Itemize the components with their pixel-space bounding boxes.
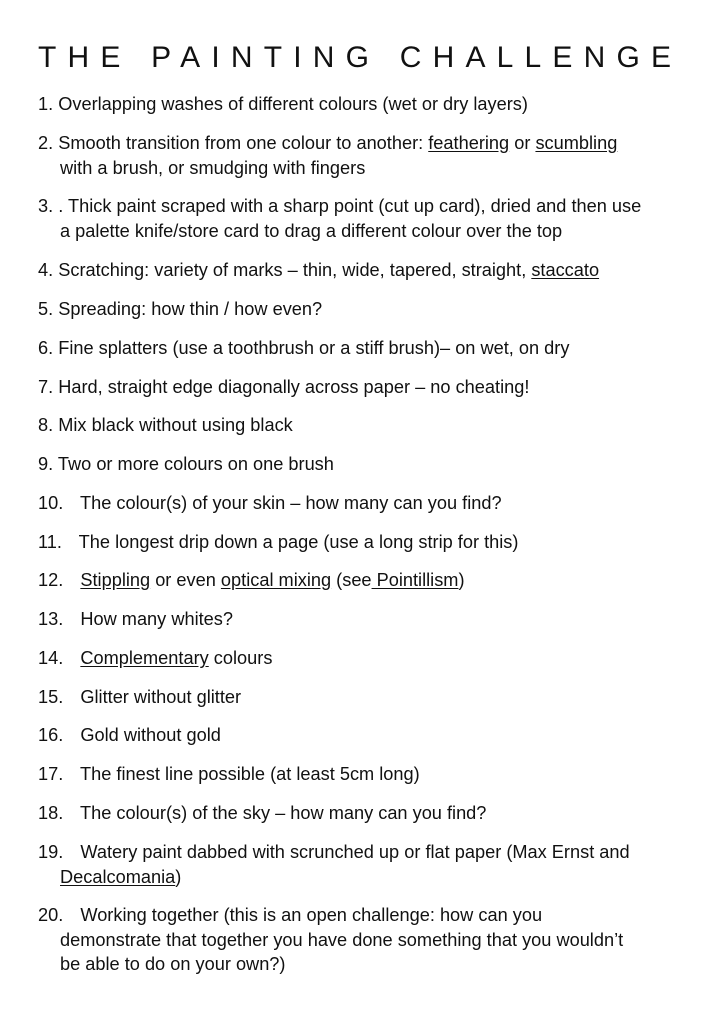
item-text: Smooth transition from one colour to another: xyxy=(58,133,429,153)
item-number: 20. xyxy=(38,905,64,925)
link-complementary[interactable]: Complementary xyxy=(80,648,209,668)
list-item-16 xyxy=(38,723,698,748)
link-stippling[interactable]: Stippling xyxy=(80,570,151,590)
page-title: THE PAINTING CHALLENGE xyxy=(38,41,683,74)
link-decalcomania[interactable]: Decalcomania xyxy=(60,866,176,887)
item-number: 15. xyxy=(38,687,64,707)
item-number: 2. xyxy=(38,133,54,153)
item-text: The longest drip down a page (use a long strip for this) xyxy=(78,532,519,552)
item-text: Gold without gold xyxy=(80,725,221,745)
item-text: ) xyxy=(175,866,182,887)
list-item-2 xyxy=(38,131,698,180)
item-number: 4. xyxy=(38,260,54,280)
list-item-18 xyxy=(38,801,698,826)
item-text: Watery paint dabbed with scrunched up or flat paper (Max Ernst and xyxy=(80,842,630,862)
item-number: 6. xyxy=(38,338,54,358)
item-text: Glitter without glitter xyxy=(80,687,242,707)
list-item-9 xyxy=(38,452,698,477)
list-item-20 xyxy=(38,903,698,977)
item-text: Spreading: how thin / how even? xyxy=(58,299,323,319)
item-number: 13. xyxy=(38,609,64,629)
item-text: Fine splatters (use a toothbrush or a stiff brush)– on wet, on dry xyxy=(58,338,570,358)
item-text: Overlapping washes of different colours (wet or dry layers) xyxy=(58,94,528,114)
list-item-4 xyxy=(38,258,698,283)
list-item-15 xyxy=(38,685,698,710)
item-text: or even xyxy=(150,570,221,590)
list-item-1 xyxy=(38,92,698,117)
list-item-12 xyxy=(38,568,698,593)
item-text: The colour(s) of your skin – how many can you find? xyxy=(80,493,502,513)
item-text: Working together (this is an open challenge: how can you xyxy=(80,905,543,925)
list-item-14 xyxy=(38,646,698,671)
item-number: 14. xyxy=(38,648,64,668)
item-number: 5. xyxy=(38,299,54,319)
list-item-3 xyxy=(38,194,698,243)
item-text: The colour(s) of the sky – how many can you find? xyxy=(80,803,487,823)
link-feathering[interactable]: feathering xyxy=(428,133,510,153)
item-number: 12. xyxy=(38,570,64,590)
list-item-11 xyxy=(38,530,698,555)
list-item-8 xyxy=(38,413,698,438)
item-number: 10. xyxy=(38,493,64,513)
item-number: 8. xyxy=(38,415,54,435)
list-item-5 xyxy=(38,297,698,322)
item-text-line2: a palette knife/store card to drag a different colour over the top xyxy=(60,220,563,241)
item-text: or xyxy=(509,133,536,153)
list-item-13 xyxy=(38,607,698,632)
item-text-line2: demonstrate that together you have done something that you wouldn’t xyxy=(60,929,624,950)
list-item-6 xyxy=(38,336,698,361)
item-text-line3: be able to do on your own?) xyxy=(60,954,286,974)
list-item-17 xyxy=(38,762,698,787)
link-pointillism[interactable]: Pointillism xyxy=(371,570,459,590)
item-number: 18. xyxy=(38,803,64,823)
item-number: 1. xyxy=(38,94,54,114)
list-item-19 xyxy=(38,840,698,889)
item-text: Two or more colours on one brush xyxy=(57,454,334,474)
item-number: 7. xyxy=(38,377,54,397)
link-scumbling[interactable]: scumbling xyxy=(535,133,618,153)
item-number: 16. xyxy=(38,725,64,745)
item-text: . Thick paint scraped with a sharp point (cut up card), dried and then use xyxy=(58,196,642,216)
list-item-10 xyxy=(38,491,698,516)
item-text: Hard, straight edge diagonally across paper – no cheating! xyxy=(58,377,530,397)
item-number: 9. xyxy=(38,454,54,474)
item-number: 19. xyxy=(38,842,64,862)
item-text: (see xyxy=(331,570,372,590)
item-text: Scratching: variety of marks – thin, wide, tapered, straight, xyxy=(58,260,532,280)
item-text: ) xyxy=(458,570,465,590)
item-text: How many whites? xyxy=(80,609,233,629)
item-number: 3. xyxy=(38,196,54,216)
link-optical-mixing[interactable]: optical mixing xyxy=(220,570,332,590)
item-number: 11. xyxy=(38,532,62,552)
item-text-line2: with a brush, or smudging with fingers xyxy=(60,157,366,178)
list-item-7 xyxy=(38,375,698,400)
item-number: 17. xyxy=(38,764,64,784)
item-text: Mix black without using black xyxy=(58,415,293,435)
link-staccato[interactable]: staccato xyxy=(531,260,600,280)
item-text: The finest line possible (at least 5cm long) xyxy=(80,764,420,784)
item-text: colours xyxy=(208,648,273,668)
